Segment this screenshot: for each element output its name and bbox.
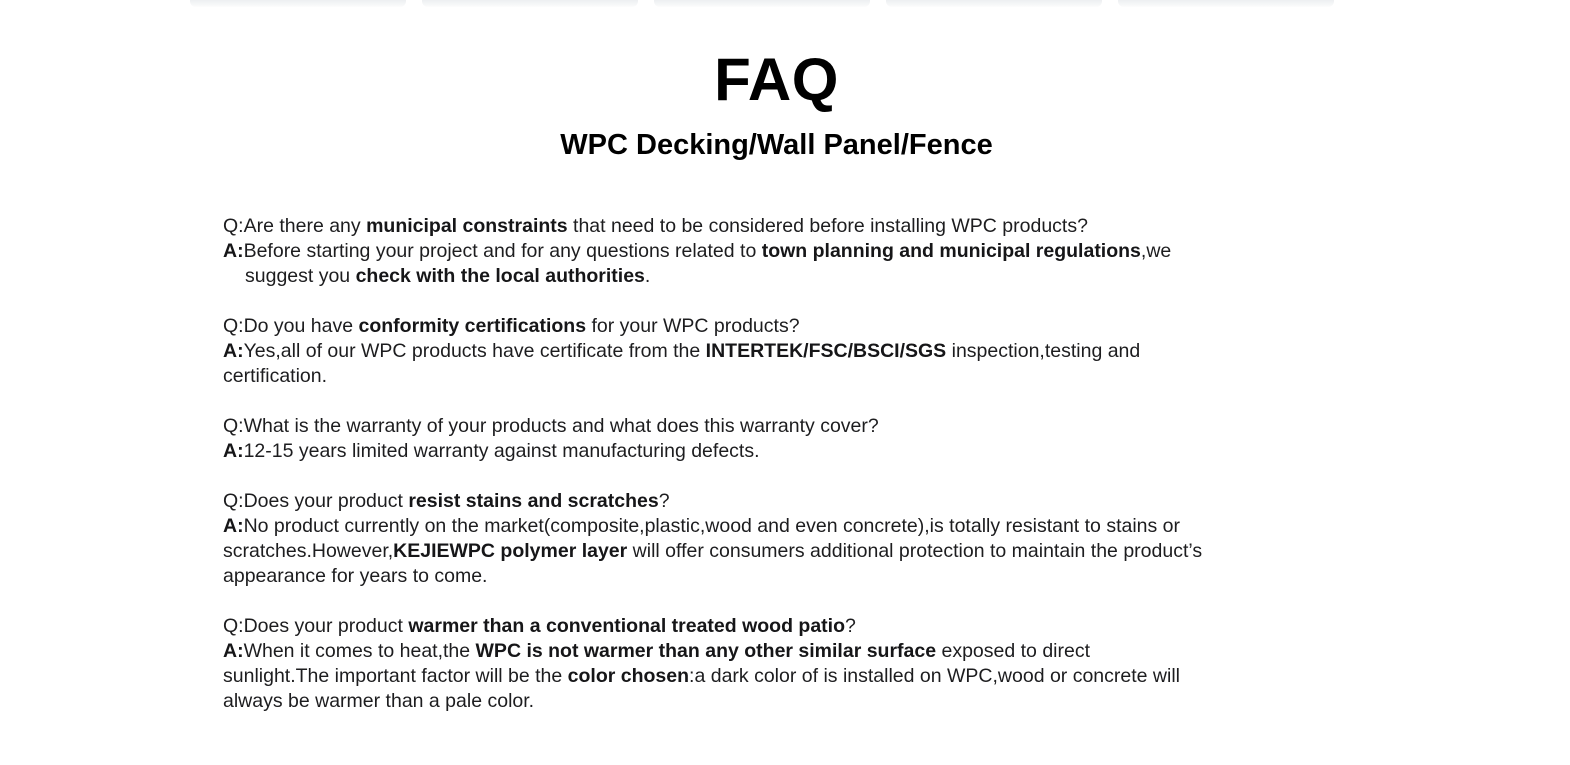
faq-text: suggest you: [245, 265, 356, 287]
faq-answer-line: [223, 689, 1330, 714]
faq-text-bold: warmer than a conventional treated wood patio: [408, 615, 845, 637]
faq-answer-line: [223, 339, 1330, 364]
cropped-top-card[interactable]: [886, 0, 1102, 7]
faq-item: [223, 489, 1330, 589]
faq-question-line: [223, 489, 1330, 514]
faq-text-bold: KEJIEWPC polymer layer: [393, 540, 628, 562]
faq-item: [223, 414, 1330, 464]
faq-text-bold: conformity certifications: [358, 315, 587, 337]
faq-text: ?: [658, 490, 670, 512]
faq-text: scratches.However,: [223, 540, 394, 562]
faq-document: [223, 0, 1330, 714]
faq-answer-line: [223, 564, 1330, 589]
faq-answer-line: [223, 539, 1330, 564]
faq-text: When it comes to heat,the: [243, 640, 476, 662]
faq-text: Q:Do you have: [223, 315, 359, 337]
faq-answer-line: [223, 439, 1330, 464]
faq-text: for your WPC products?: [586, 315, 800, 337]
faq-text-bold: A:: [223, 440, 244, 462]
faq-text: will offer consumers additional protection to maintain the product’s: [627, 540, 1203, 562]
page-subtitle: WPC Decking/Wall Panel/Fence: [560, 129, 993, 161]
faq-text: ?: [845, 615, 856, 637]
faq-answer-line: [223, 364, 1330, 389]
faq-text: sunlight.The important factor will be the: [223, 665, 568, 687]
faq-text: Q:What is the warranty of your products and what does this warranty cover?: [223, 415, 879, 437]
faq-item: [223, 214, 1330, 289]
faq-text-bold: A:: [223, 515, 244, 537]
cropped-top-card[interactable]: [654, 0, 870, 7]
faq-answer-line: [223, 664, 1330, 689]
faq-answer-line: [223, 264, 1330, 289]
faq-text-bold: A:: [223, 340, 244, 362]
faq-answer-line: [223, 239, 1330, 264]
faq-answer-line: [223, 639, 1330, 664]
faq-text: 12-15 years limited warranty against manufacturing defects.: [243, 440, 760, 462]
faq-question-line: [223, 314, 1330, 339]
faq-text: exposed to direct: [936, 640, 1091, 662]
faq-text-bold: check with the local authorities: [355, 265, 645, 287]
cropped-top-card[interactable]: [1118, 0, 1334, 7]
page-title: FAQ: [714, 46, 839, 113]
faq-text: that need to be considered before installing WPC products?: [567, 215, 1088, 237]
faq-text-bold: INTERTEK/FSC/BSCI/SGS: [705, 340, 947, 362]
faq-text-bold: resist stains and scratches: [408, 490, 659, 512]
faq-text: Before starting your project and for any questions related to: [243, 240, 762, 262]
faq-text: Yes,all of our WPC products have certificate from the: [243, 340, 706, 362]
faq-question-line: [223, 214, 1330, 239]
faq-question-line: [223, 614, 1330, 639]
faq-text: certification.: [223, 365, 328, 387]
faq-text: always be warmer than a pale color.: [223, 690, 535, 712]
faq-text: ,we: [1140, 240, 1172, 262]
faq-list: [223, 214, 1330, 714]
faq-text: inspection,testing and: [946, 340, 1141, 362]
faq-item: [223, 614, 1330, 714]
faq-question-line: [223, 414, 1330, 439]
faq-text: Q:Does your product: [223, 490, 409, 512]
faq-text-bold: color chosen: [567, 665, 690, 687]
faq-text-bold: municipal constraints: [366, 215, 568, 237]
faq-text: .: [644, 265, 651, 287]
faq-text: No product currently on the market(composite,plastic,wood and even concrete),is totally resistant to stains or: [243, 515, 1181, 537]
faq-text: appearance for years to come.: [223, 565, 488, 587]
faq-text-bold: A:: [223, 640, 244, 662]
cropped-top-card[interactable]: [190, 0, 406, 7]
faq-item: [223, 314, 1330, 389]
faq-text-bold: WPC is not warmer than any other similar surface: [475, 640, 937, 662]
faq-text: Q:Does your product: [223, 615, 409, 637]
cropped-top-card[interactable]: [422, 0, 638, 7]
faq-text: :a dark color of is installed on WPC,wood or concrete will: [689, 665, 1181, 687]
faq-text: Q:Are there any: [223, 215, 367, 237]
faq-text-bold: town planning and municipal regulations: [761, 240, 1141, 262]
faq-text-bold: A:: [223, 240, 244, 262]
faq-answer-line: [223, 514, 1330, 539]
